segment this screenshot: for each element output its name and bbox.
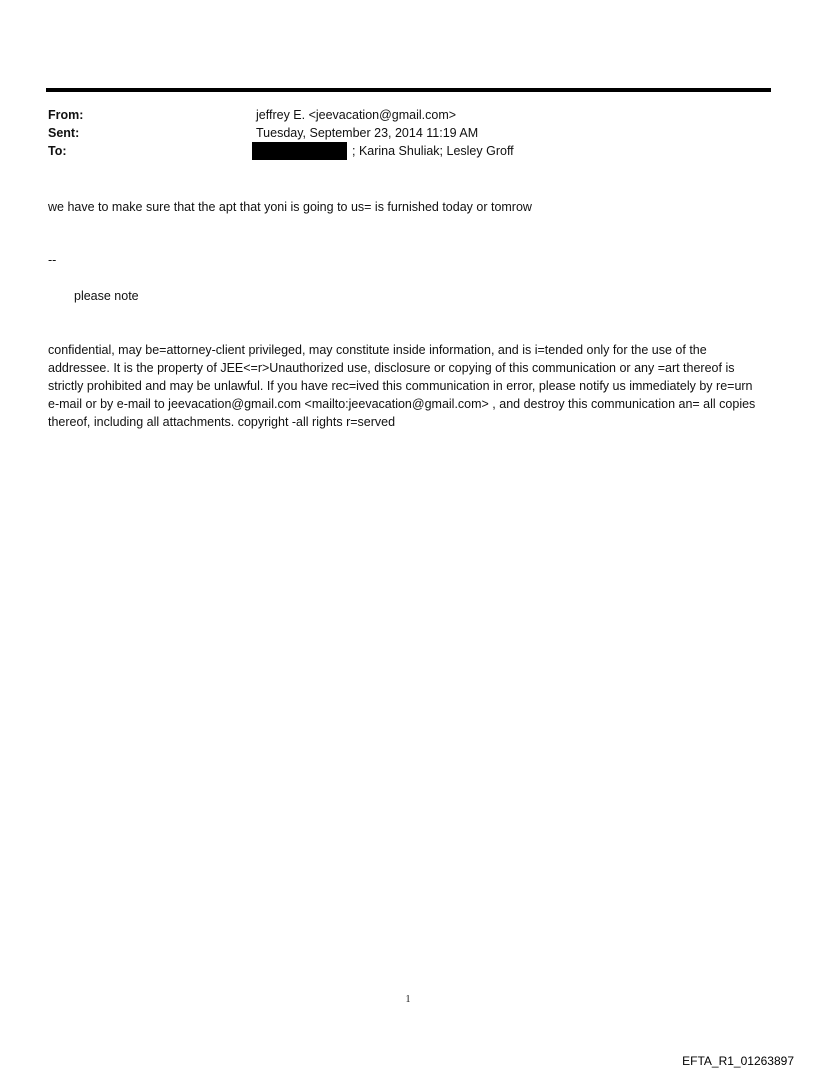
from-row: [48, 106, 768, 124]
from-label: From:: [48, 108, 84, 122]
sent-row: [48, 124, 768, 142]
disclaimer-paragraph: confidential, may be=attorney-client privileged, may constitute inside information, and is i=tended only for the use of the addressee. It is the property of JEE<=r>Unauthorized use, disclosure or copying of this communication or any =art thereof is strictly prohibited and may be unlawful. If you have rec=ived this communication in error, please notify us immediately by re=urn e-mail or by e-mail to jeevacation@gmail.com <mailto:jeevacation@gmail.com> , and destroy this communication an= all copies thereof, including all attachments. copyright -all rights r=served: [48, 343, 756, 429]
page-number: 1: [405, 994, 411, 1005]
header-divider-rule: [46, 88, 771, 92]
message-text: we have to make sure that the apt that yoni is going to us= is furnished today or tomrow: [48, 200, 532, 214]
to-value-wrapper: [252, 142, 514, 160]
to-row: [48, 142, 768, 160]
from-value: jeffrey E. <jeevacation@gmail.com>: [256, 108, 457, 122]
document-id: EFTA_R1_01263897: [682, 1054, 794, 1068]
sent-label: Sent:: [48, 126, 80, 140]
to-value: ; Karina Shuliak; Lesley Groff: [352, 144, 514, 158]
sent-value: Tuesday, September 23, 2014 11:19 AM: [256, 126, 479, 140]
please-note-text: please note: [74, 289, 139, 303]
signature-separator: --: [48, 253, 57, 267]
redaction-block: [252, 142, 347, 160]
to-label: To:: [48, 144, 67, 158]
